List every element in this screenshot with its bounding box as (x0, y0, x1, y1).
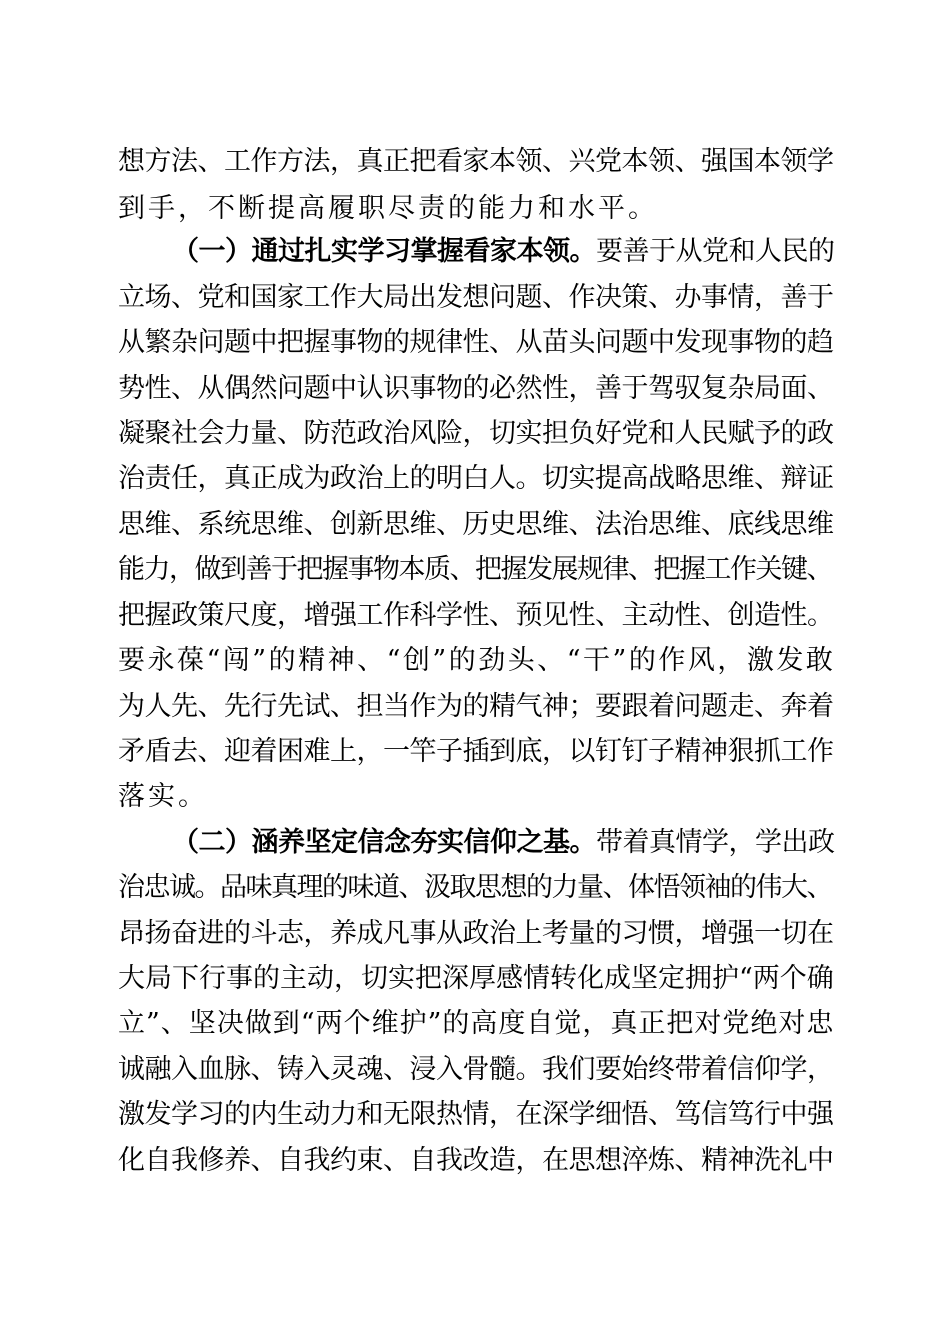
text-line: 激发学习的内生动力和无限热情，在深学细悟、笃信笃行中强 (118, 1099, 834, 1130)
text-line: 要永葆“闯”的精神、“创”的劲头、“干”的作风，激发敢 (118, 645, 836, 676)
text-line: 昂扬奋进的斗志，养成凡事从政治上考量的习惯，增强一切在 (118, 918, 834, 949)
text-line: 落实。 (118, 781, 208, 812)
text-run: 要善于从党和人民的 (596, 236, 835, 267)
text-line: 为人先、先行先试、担当作为的精气神；要跟着问题走、奔着 (118, 691, 834, 722)
text-line: 能力，做到善于把握事物本质、把握发展规律、把握工作关键、 (118, 554, 832, 585)
section-2-heading: （二）涵养坚定信念夯实信仰之基。 (172, 827, 596, 858)
text-line: 把握政策尺度，增强工作科学性、预见性、主动性、创造性。 (118, 600, 834, 631)
text-line: 势性、从偶然问题中认识事物的必然性，善于驾驭复杂局面、 (118, 373, 834, 404)
text-line: 立场、党和国家工作大局出发想问题、作决策、办事情，善于 (118, 282, 834, 313)
text-line: 立”、坚决做到“两个维护”的高度自觉，真正把对党绝对忠 (118, 1008, 835, 1039)
text-line: 凝聚社会力量、防范政治风险，切实担负好党和人民赋予的政 (118, 418, 834, 449)
section-1-heading: （一）通过扎实学习掌握看家本领。 (172, 236, 596, 267)
section-2-first-line (172, 823, 835, 863)
text-run: 带着真情学，学出政 (596, 827, 835, 858)
text-line: 诚融入血脉、铸入灵魂、浸入骨髓。我们要始终带着信仰学， (118, 1054, 834, 1085)
text-line: 治责任，真正成为政治上的明白人。切实提高战略思维、辩证 (118, 463, 834, 494)
text-line: 矛盾去、迎着困难上，一竿子插到底，以钉钉子精神狠抓工作 (118, 736, 834, 767)
text-line: 从繁杂问题中把握事物的规律性、从苗头问题中发现事物的趋 (118, 327, 834, 358)
text-line: 化自我修养、自我约束、自我改造，在思想淬炼、精神洗礼中 (118, 1145, 834, 1176)
text-line: 到手，不断提高履职尽责的能力和水平。 (118, 193, 658, 224)
text-line: 想方法、工作方法，真正把看家本领、兴党本领、强国本领学 (118, 146, 834, 177)
text-line: 治忠诚。品味真理的味道、汲取思想的力量、体悟领袖的伟大、 (118, 872, 832, 903)
text-line: 大局下行事的主动，切实把深厚感情转化成坚定拥护“两个确 (118, 963, 834, 994)
text-line: 思维、系统思维、创新思维、历史思维、法治思维、底线思维 (118, 509, 834, 540)
section-1-first-line (172, 232, 835, 272)
